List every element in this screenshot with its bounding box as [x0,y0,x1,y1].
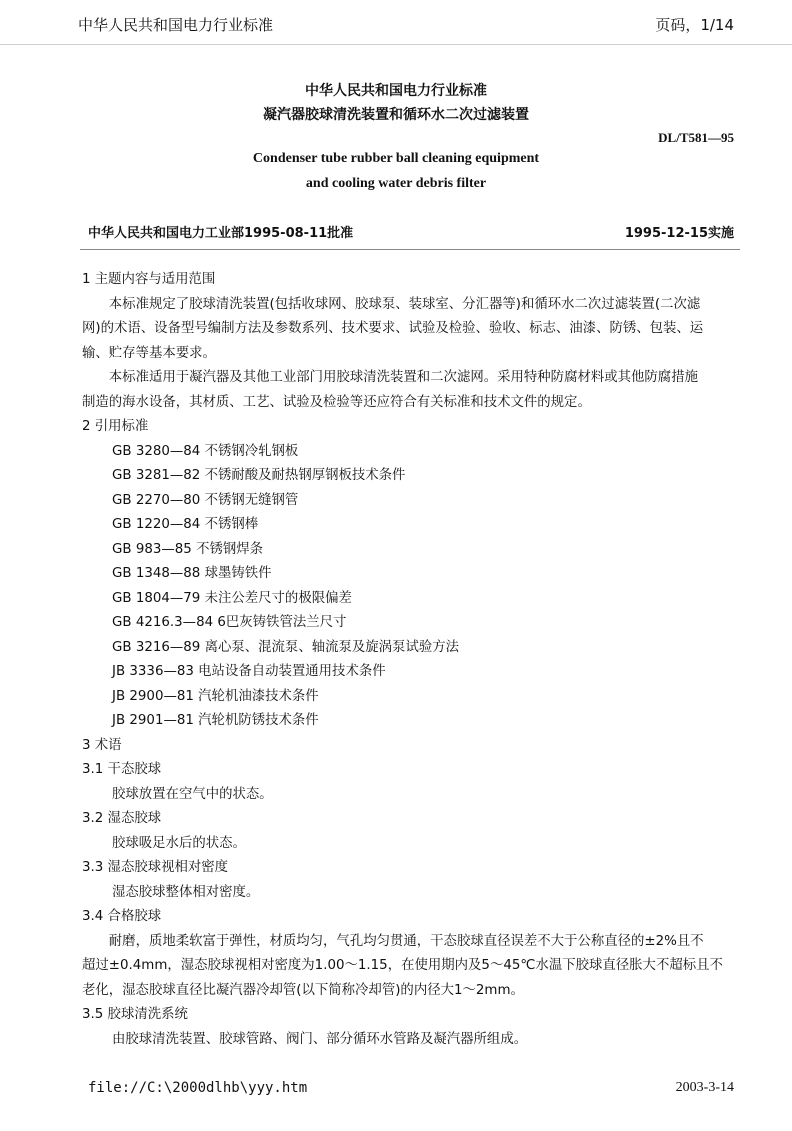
reference-item: GB 1348—88 球墨铸铁件 [112,566,272,581]
reference-item: GB 2270—80 不锈钢无缝钢管 [112,492,299,508]
section-3-3-text: 湿态胶球整体相对密度。 [112,884,260,900]
reference-item: JB 3336—83 电站设备自动装置通用技术条件 [112,664,386,679]
divider [80,249,740,250]
section-1-paragraph-2-line-2: 制造的海水设备，其材质、工艺、试验及检验等还应符合有关标准和技术文件的规定。 [82,394,591,410]
reference-item: GB 1804—79 未注公差尺寸的极限偏差 [112,590,352,606]
section-3-5-text: 由胶球清洗装置、胶球管路、阀门、部分循环水管路及凝汽器所组成。 [112,1031,528,1047]
document-body [82,268,744,1052]
reference-item: JB 2900—81 汽轮机油漆技术条件 [112,688,319,704]
section-3-4-line-3: 老化，湿态胶球直径比凝汽器冷却管(以下简称冷却管)的内径大1～2mm。 [82,982,524,998]
reference-item: JB 2901—81 汽轮机防锈技术条件 [112,713,319,728]
page-header [0,0,792,45]
reference-item: GB 4216.3—84 6巴灰铸铁管法兰尺寸 [112,615,347,630]
section-3-heading: 3 术语 [82,737,122,753]
section-3-2-heading: 3.2 湿态胶球 [82,811,162,826]
section-1-heading: 1 主题内容与适用范围 [82,272,216,287]
reference-item: GB 1220—84 不锈钢棒 [112,517,259,532]
section-1-paragraph-1-line-2: 网)的术语、设备型号编制方法及参数系列、技术要求、试验及检验、验收、标志、油漆、防锈、包装、运 [82,321,704,336]
reference-item: GB 3280—84 不锈钢冷轧钢板 [112,443,299,459]
section-3-2-text: 胶球吸足水后的状态。 [112,835,246,851]
footer-date: 2003-3-14 [675,1080,734,1095]
doc-title-line2: 凝汽器胶球清洗装置和循环水二次过滤装置 [263,107,529,123]
approval-date: 中华人民共和国电力工业部1995-08-11批准 [88,226,354,241]
section-3-1-text: 胶球放置在空气中的状态。 [112,786,273,802]
section-3-4-line-1: 耐磨，质地柔软富于弹性，材质均匀，气孔均匀贯通，干态胶球直径误差不大于公称直径的±2%且不 [108,933,704,949]
header-title: 中华人民共和国电力行业标准 [78,16,274,34]
section-3-4-line-2: 超过±0.4mm，湿态胶球视相对密度为1.00～1.15，在使用期内及5～45℃水温下胶球直径胀大不超标且不 [82,958,723,973]
section-3-3-heading: 3.3 湿态胶球视相对密度 [82,860,229,875]
section-3-5-heading: 3.5 胶球清洗系统 [82,1007,188,1022]
page-number: 页码，1/14 [655,16,734,34]
reference-item: GB 3216—89 离心泵、混流泵、轴流泵及旋涡泵试验方法 [112,639,460,655]
footer-file-path: file://C:\2000dlhb\yyy.htm [88,1080,308,1096]
standard-code: DL/T581—95 [658,130,734,145]
reference-item: GB 3281—82 不锈耐酸及耐热钢厚钢板技术条件 [112,468,406,483]
section-1-paragraph-1-line-1: 本标准规定了胶球清洗装置(包括收球网、胶球泵、装球室、分汇器等)和循环水二次过滤装置(二次滤 [108,296,701,312]
reference-item: GB 983—85 不锈钢焊条 [112,541,264,557]
section-1-paragraph-2-line-1: 本标准适用于凝汽器及其他工业部门用胶球清洗装置和二次滤网。采用特种防腐材料或其他防腐措施 [108,370,698,385]
implementation-date: 1995-12-15实施 [624,226,734,241]
doc-title-line1: 中华人民共和国电力行业标准 [305,83,487,99]
section-3-4-heading: 3.4 合格胶球 [82,909,162,924]
english-title-line2: and cooling water debris filter [305,176,487,191]
section-3-1-heading: 3.1 干态胶球 [82,762,162,777]
section-2-heading: 2 引用标准 [82,419,149,434]
english-title-line1: Condenser tube rubber ball cleaning equipment [252,151,540,166]
section-1-paragraph-1-line-3: 输、贮存等基本要求。 [82,345,216,361]
